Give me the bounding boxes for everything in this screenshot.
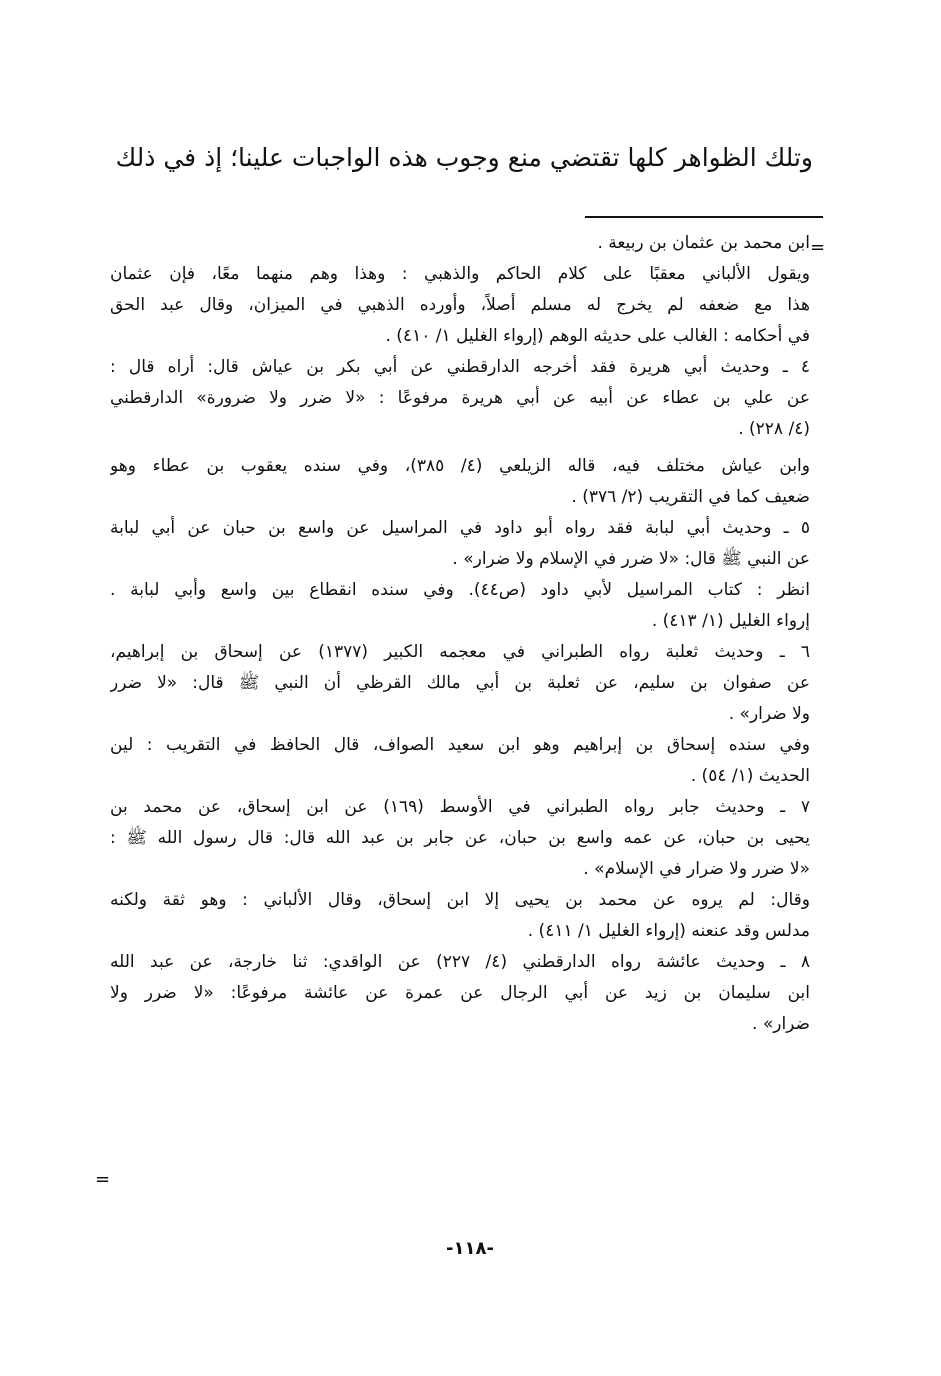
footnote-line: انظر : كتاب المراسيل لأبي داود (ص٤٤). وفي سنده انقطاع بين واسع وأبي لبابة . (110, 580, 810, 600)
footnote-line: إرواء الغليل (١/ ٤١٣) . (651, 611, 810, 631)
footnotes (110, 228, 810, 1040)
footnote-line: عن صفوان بن سليم، عن ثعلبة بن أبي مالك القرظي أن النبي ﷺ قال: «لا ضرر (110, 673, 810, 693)
footnote-line: ٨ ـ وحديث عائشة رواه الدارقطني (٤/ ٢٢٧) عن الواقدي: ثنا خارجة، عن عبد الله (110, 952, 810, 972)
footnote-line: «لا ضرر ولا ضرار في الإسلام» . (583, 859, 810, 879)
footnote-line: وابن عياش مختلف فيه، قاله الزيلعي (٤/ ٣٨٥)، وفي سنده يعقوب بن عطاء وهو (110, 456, 810, 476)
footnote-line: ويقول الألباني معقبًا على كلام الحاكم والذهبي : وهذا وهم منهما معًا، فإن عثمان (110, 264, 810, 284)
footnote-line: في أحكامه : الغالب على حديثه الوهم (إرواء الغليل ١/ ٤١٠) . (385, 326, 810, 346)
footnote-line: ابن سليمان بن زيد عن أبي الرجال عن عمرة عن عائشة مرفوعًا: «لا ضرر ولا (110, 983, 810, 1003)
footnote-line: ٧ ـ وحديث جابر رواه الطبراني في الأوسط (١٦٩) عن ابن إسحاق، عن محمد بن (110, 797, 810, 817)
continuation-mark-bottom: = (95, 1169, 111, 1190)
footnote-line: ٤ ـ وحديث أبي هريرة فقد أخرجه الدارقطني عن أبي بكر بن عياش قال: أراه قال : (110, 357, 810, 377)
page-number: -١١٨- (446, 1238, 494, 1259)
footnote-line: ضرار» . (752, 1014, 810, 1034)
continuation-mark-top: = (810, 237, 826, 258)
footnote-line: ولا ضرار» . (728, 704, 810, 724)
footnote-line: وقال: لم يروه عن محمد بن يحيى إلا ابن إسحاق، وقال الألباني : وهو ثقة ولكنه (110, 890, 810, 910)
footnote-line: عن علي بن عطاء عن أبيه عن أبي هريرة مرفوعًا : «لا ضرر ولا ضرورة» الدارقطني (110, 388, 810, 408)
footnote-line: يحيى بن حبان، عن عمه واسع بن حبان، عن جابر بن عبد الله قال: قال رسول الله ﷺ : (110, 828, 810, 848)
footnote-line: الحديث (١/ ٥٤) . (690, 766, 810, 786)
footnote-line: مدلس وقد عنعنه (إرواء الغليل ١/ ٤١١) . (527, 921, 810, 941)
footnote-line: ٥ ـ وحديث أبي لبابة فقد رواه أبو داود في المراسيل عن واسع بن حبان عن أبي لبابة (110, 518, 810, 538)
footnote-line: ابن محمد بن عثمان بن ربيعة . (597, 233, 810, 253)
footnote-line: هذا مع ضعفه لم يخرج له مسلم أصلاً، وأورده الذهبي في الميزان، وقال عبد الحق (110, 295, 810, 315)
footnote-line: ضعيف كما في التقريب (٢/ ٣٧٦) . (571, 487, 810, 507)
footnote-line: وفي سنده إسحاق بن إبراهيم وهو ابن سعيد الصواف، قال الحافظ في التقريب : لين (110, 735, 810, 755)
footnote-line: ٦ ـ وحديث ثعلبة رواه الطبراني في معجمه الكبير (١٣٧٧) عن إسحاق بن إبراهيم، (110, 642, 810, 662)
footnote-line: عن النبي ﷺ قال: «لا ضرر في الإسلام ولا ضرار» . (452, 549, 810, 569)
footnote-separator (585, 216, 823, 218)
footnote-line: (٤/ ٢٢٨) . (738, 419, 810, 439)
main-text-line: وتلك الظواهر كلها تقتضي منع وجوب هذه الواجبات علينا؛ إذ في ذلك (115, 143, 813, 172)
